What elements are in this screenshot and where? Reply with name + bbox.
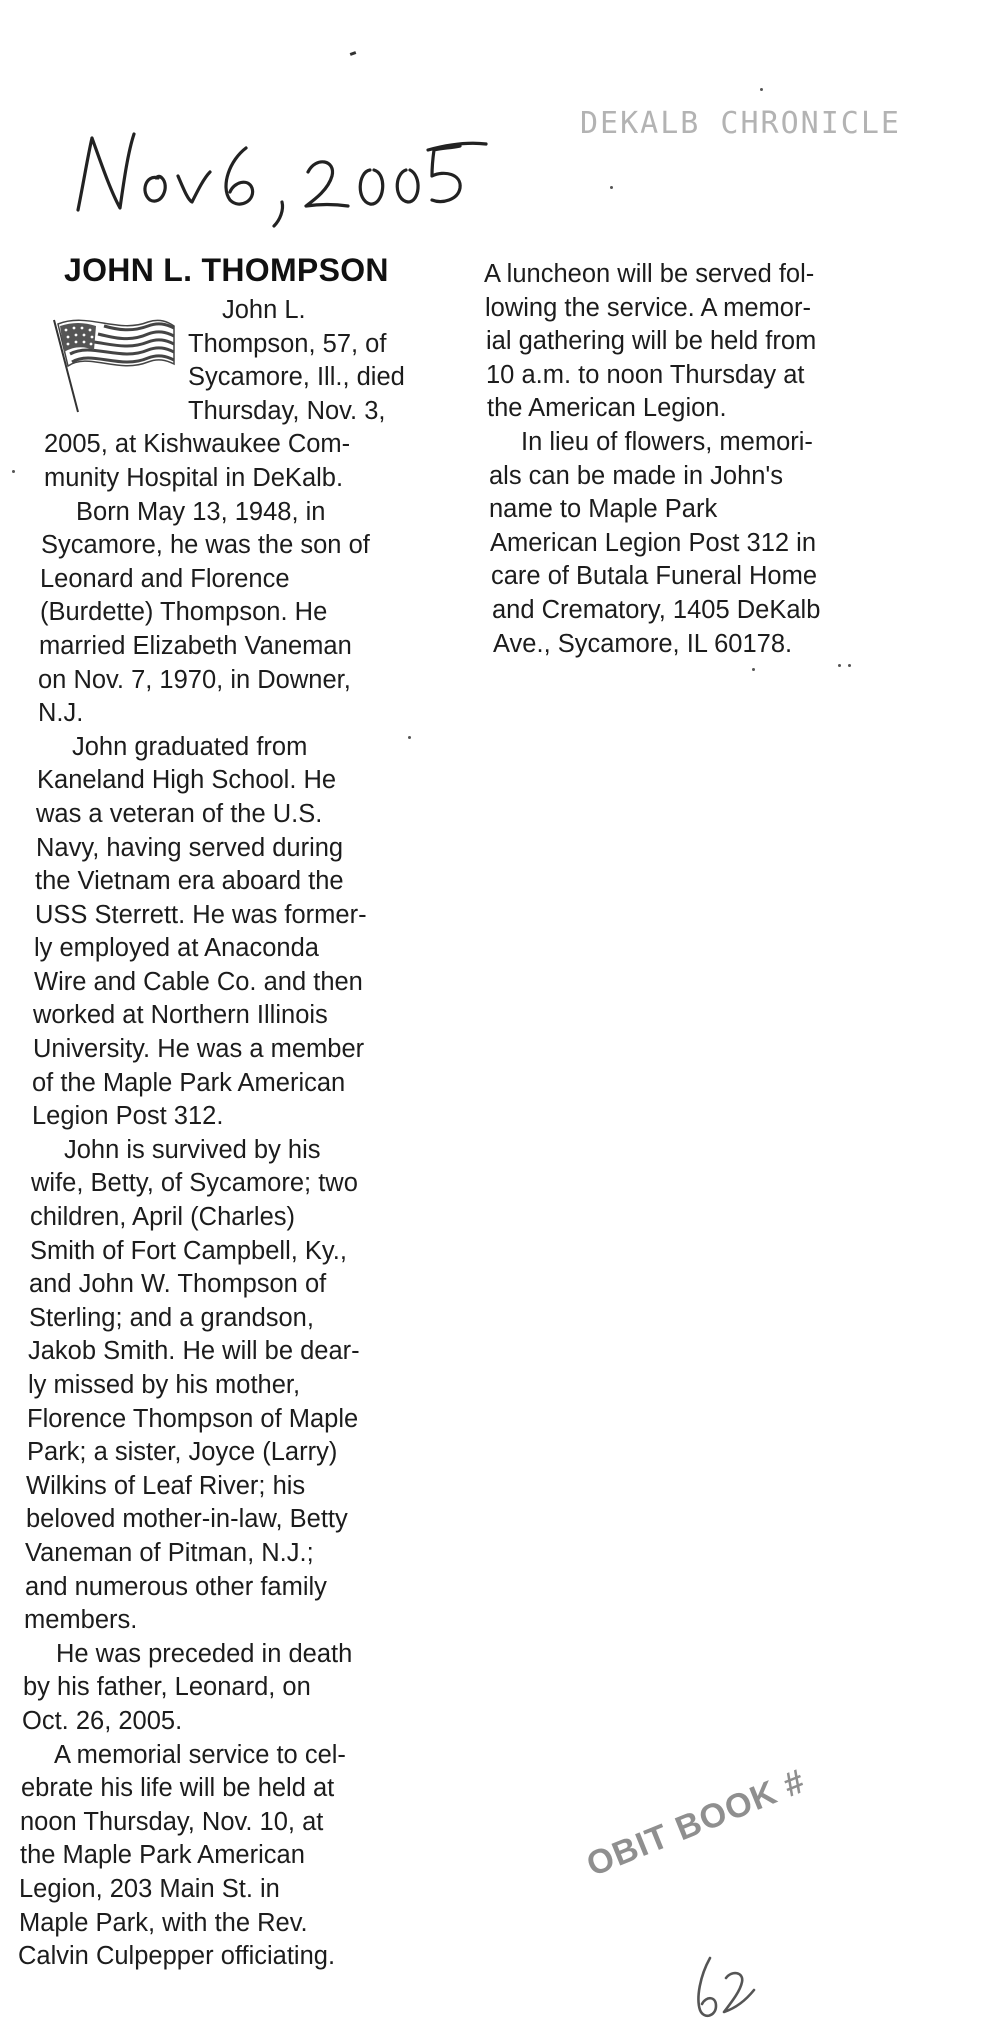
text-line: Oct. 26, 2005. [22, 1706, 183, 1735]
text-line: Legion Post 312. [32, 1102, 224, 1131]
text-line: American Legion Post 312 in [490, 528, 817, 557]
text-line: by his father, Leonard, on [23, 1673, 311, 1702]
text-line: In lieu of flowers, memori- [521, 427, 813, 456]
text-line: Leonard and Florence [40, 564, 290, 593]
text-line: name to Maple Park [489, 495, 718, 524]
text-line: Park; a sister, Joyce (Larry) [27, 1438, 338, 1467]
text-line: ly missed by his mother, [28, 1371, 301, 1399]
text-line: Kaneland High School. He [37, 766, 337, 795]
text-line: Sterling; and a grandson, [29, 1303, 314, 1332]
text-line: munity Hospital in DeKalb. [44, 463, 344, 492]
text-line: ial gathering will be held from [486, 327, 817, 356]
text-line: Thursday, Nov. 3, [188, 396, 386, 425]
text-line: the Maple Park American [20, 1841, 305, 1870]
stray-mark [848, 664, 851, 667]
text-line: Sycamore, he was the son of [41, 531, 370, 560]
text-line: Florence Thompson of Maple [27, 1404, 359, 1433]
text-line: Navy, having served during [36, 833, 344, 862]
text-line: Legion, 203 Main St. in [19, 1874, 280, 1903]
text-line: and Crematory, 1405 DeKalb [492, 595, 821, 624]
handwritten-date [70, 120, 490, 230]
obit-book-stamp: OBIT BOOK # [581, 1761, 811, 1885]
text-line: University. He was a member [33, 1035, 365, 1064]
text-line: Wire and Cable Co. and then [34, 967, 363, 996]
text-line: lowing the service. A memor- [485, 293, 811, 322]
text-line: He was preceded in death [56, 1639, 353, 1668]
text-line: worked at Northern Illinois [33, 1001, 328, 1030]
text-line: of the Maple Park American [32, 1068, 346, 1097]
text-line: A luncheon will be served fol- [484, 260, 815, 288]
text-line: the Vietnam era aboard the [35, 867, 344, 896]
text-line: care of Butala Funeral Home [491, 562, 817, 591]
text-line: was a veteran of the U.S. [36, 799, 323, 828]
stray-mark [760, 88, 763, 91]
text-line: John graduated from [72, 732, 308, 761]
text-line: beloved mother-in-law, Betty [26, 1505, 348, 1534]
text-line: N.J. [38, 699, 84, 728]
text-line: Vaneman of Pitman, N.J.; [25, 1538, 314, 1567]
text-line: Born May 13, 1948, in [76, 497, 326, 526]
stray-mark [838, 664, 841, 667]
text-line: John L. [222, 296, 306, 324]
text-line: ebrate his life will be held at [21, 1774, 335, 1803]
text-line: John is survived by his [64, 1135, 321, 1164]
text-line: Smith of Fort Campbell, Ky., [30, 1236, 347, 1265]
text-line: 10 a.m. to noon Thursday at [486, 360, 805, 389]
text-line: ly employed at Anaconda [34, 934, 319, 963]
text-line: Jakob Smith. He will be dear- [28, 1337, 360, 1366]
text-line: and John W. Thompson of [29, 1270, 327, 1299]
handwritten-book-number [690, 1950, 760, 2025]
text-line: on Nov. 7, 1970, in Downer, [38, 665, 351, 694]
text-line: Ave., Sycamore, IL 60178. [493, 629, 793, 658]
text-line: (Burdette) Thompson. He [40, 598, 328, 627]
text-line: members. [24, 1606, 138, 1635]
stray-mark [752, 668, 755, 671]
text-line: Sycamore, Ill., died [188, 363, 405, 392]
text-line: Wilkins of Leaf River; his [26, 1471, 306, 1500]
text-line: als can be made in John's [489, 461, 784, 490]
text-line: USS Sterrett. He was former- [35, 900, 367, 929]
text-line: 2005, at Kishwaukee Com- [44, 430, 351, 459]
text-line: noon Thursday, Nov. 10, at [20, 1807, 324, 1836]
text-line: Thompson, 57, of [188, 329, 387, 358]
obituary-headline: JOHN L. THOMPSON [64, 252, 389, 288]
text-line: wife, Betty, of Sycamore; two [31, 1169, 358, 1198]
text-line: the American Legion. [487, 394, 727, 423]
text-line: and numerous other family [25, 1572, 327, 1601]
obituary-right-column [0, 258, 999, 661]
text-line: married Elizabeth Vaneman [39, 631, 352, 660]
newspaper-stamp: DEKALB CHRONICLE [580, 106, 901, 141]
text-line: children, April (Charles) [30, 1203, 296, 1232]
text-line: A memorial service to cel- [54, 1740, 346, 1769]
text-line: Calvin Culpepper officiating. [18, 1942, 336, 1971]
stray-mark [610, 186, 613, 189]
text-line: Maple Park, with the Rev. [19, 1908, 308, 1937]
stray-mark [350, 51, 357, 56]
